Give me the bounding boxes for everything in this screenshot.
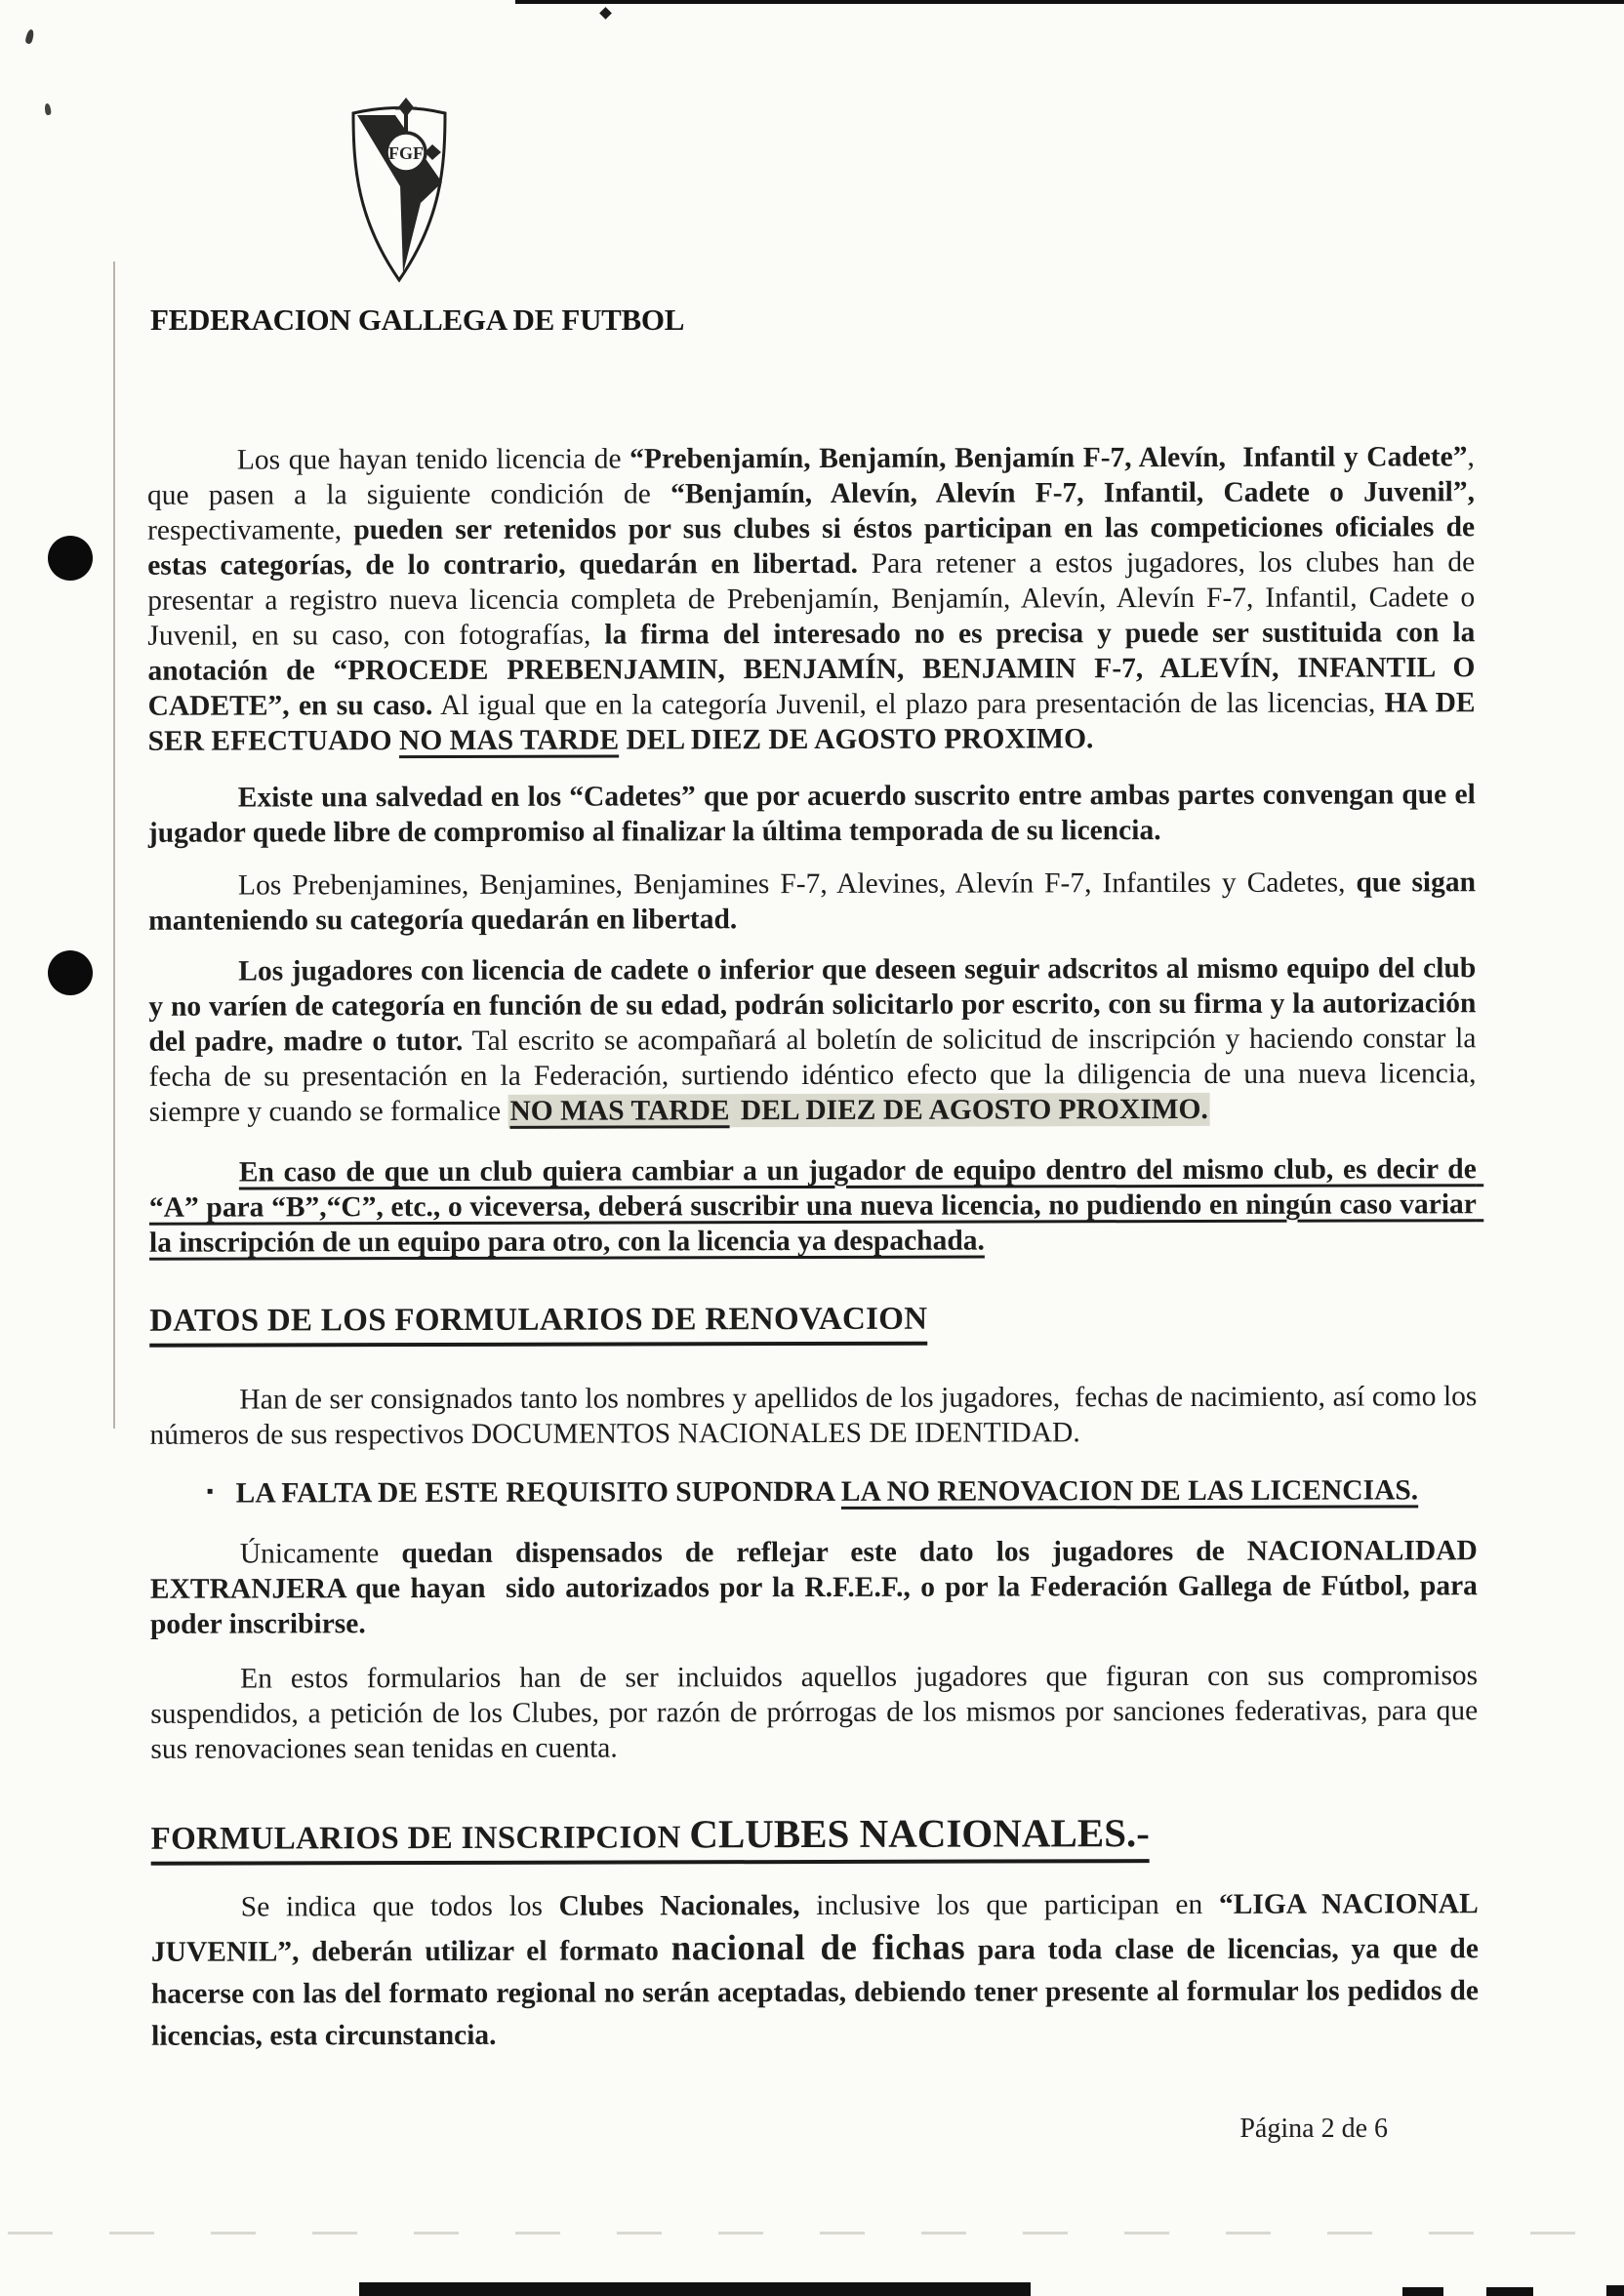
text-run: Tal escrito se acompañará al boletín de solicitud de inscripción y haciendo constar la fecha de su presentación en la Federación, surtiendo idéntico efecto que la diligencia de una nueva licencia, siempre y cuando se formalice (148, 1023, 1483, 1128)
hole-punch-mark (48, 536, 93, 581)
text-run: Los jugadores con licencia de cadete o inferior que deseen seguir adscritos al mismo equipo del club y no varíen de categoría en función de su edad, podrán solicitarlo por escrito, con su firma y la autorización del padre, madre o tutor. (148, 952, 1483, 1058)
organization-title: FEDERACION GALLEGA DE FUTBOL (150, 302, 685, 337)
text-run: LA NO RENOVACION DE LAS LICENCIAS. (840, 1474, 1419, 1508)
hole-punch-mark (48, 950, 93, 995)
heading-text (150, 1810, 1150, 1866)
text-run: Se indica que todos los (240, 1890, 559, 1923)
scan-faint-dashed-line (8, 2232, 1616, 2235)
paragraph-retenciones (146, 439, 1482, 759)
scan-bottom-mark (1486, 2287, 1533, 2296)
text-run: NO MAS TARDE (508, 1094, 731, 1128)
text-run: nacional de fichas (670, 1927, 966, 1969)
heading-formularios-inscripcion (150, 1810, 1479, 1866)
text-run: la firma del interesado no es precisa y puede ser sustituida con la anotación de “PROCEDE PREBENJAMIN, BENJAMÍN, BENJAMIN F-7, ALEVÍN, INFANTIL O CADETE”, en su caso. (147, 617, 1482, 722)
scan-smudge-mark (24, 28, 34, 44)
paragraph-compromisos-suspendidos (150, 1658, 1485, 1767)
paragraph-solicitud-escrito (148, 950, 1483, 1130)
scan-bottom-black-bar (359, 2282, 1031, 2296)
scan-left-vertical-line (113, 262, 115, 1429)
text-run: Para retener a estos jugadores, los clubes han de presentar a registro nueva licencia completa de Prebenjamín, Benjamín, Alevín, Alevín F-7, Infantil, Cadete o Juvenil, en su caso, con fotografías, (147, 546, 1482, 652)
paragraph-nacionalidad-extranjera (149, 1533, 1485, 1642)
text-run: NO MAS TARDE (398, 724, 620, 757)
text-run: Los que hayan tenido licencia de (236, 443, 630, 476)
text-run: LA FALTA DE ESTE REQUISITO SUPONDRA (235, 1475, 841, 1510)
text-run: , que pasen a la siguiente condición de (146, 441, 1482, 511)
text-run: HA DE SER EFECTUADO (147, 687, 1482, 757)
text-run: Han de ser consignados tanto los nombres y apellidos de los jugadores, fechas de nacimiento, así como los números de sus respectivos DOCUMENTOS NACIONALES DE IDENTIDAD. (149, 1381, 1484, 1451)
text-run: DATOS DE LOS FORMULARIOS DE RENOVACION (149, 1301, 928, 1339)
text-run: DEL DIEZ DE AGOSTO PROXIMO. (731, 1093, 1209, 1127)
scan-top-dot (599, 7, 612, 20)
crest-monogram: FGF (388, 143, 424, 163)
scan-bottom-mark (1402, 2287, 1443, 2296)
text-run: “Prebenjamín, Benjamín, Benjamín F-7, Alevín, Infantil y Cadete” (629, 441, 1468, 475)
text-run: Clubes Nacionales, (558, 1890, 800, 1922)
paragraph-cambio-equipo (148, 1151, 1484, 1261)
text-run: inclusive los que participan en (799, 1888, 1219, 1922)
text-run: que sigan manteniendo su categoría quedarán en libertad. (148, 866, 1483, 937)
text-run: FORMULARIOS DE INSCRIPCION (150, 1820, 690, 1857)
paragraph-clubes-nacionales (150, 1883, 1486, 2058)
page-number: Página 2 de 6 (1239, 2114, 1388, 2144)
text-run: Al igual que en la categoría Juvenil, el plazo para presentación de las licencias, (432, 687, 1385, 722)
text-run: “LIGA NACIONAL JUVENIL”, deberán utilizar el formato (150, 1888, 1486, 1968)
federation-crest-logo (345, 96, 454, 285)
square-bullet-icon: ▪ (206, 1480, 214, 1503)
text-run: CLUBES NACIONALES.- (689, 1810, 1150, 1857)
paragraph-mantienen-categoria (148, 865, 1483, 939)
text-run: para toda clase de licencias, ya que de hacerse con las del formato regional no serán aceptadas, debiendo tener presente al formular los pedidos de licencias, esta circunstancia. (150, 1933, 1486, 2052)
text-run: Existe una salvedad en los “Cadetes” que por acuerdo suscrito entre ambas partes convengan que el jugador quede libre de compromiso al finalizar la última temporada de su licencia. (147, 779, 1483, 849)
text-run: respectivamente, (147, 476, 1482, 546)
scan-smudge-mark (44, 103, 52, 116)
scan-top-edge-line (515, 0, 1624, 4)
heading-text (149, 1302, 927, 1348)
paragraph-salvedad-cadetes (147, 777, 1483, 851)
text-run: Únicamente (239, 1538, 402, 1570)
text-run: DEL DIEZ DE AGOSTO PROXIMO. (619, 723, 1094, 756)
heading-datos-formularios (149, 1300, 1477, 1348)
crest-shield-icon (345, 96, 454, 285)
text-run: En estos formularios han de ser incluidos aquellos jugadores que figuran con sus compromisos suspendidos, a petición de los Clubes, por razón de prórrogas de los mismos por sanciones federativas, para que sus renovaciones sean tenidas en cuenta. (150, 1660, 1485, 1765)
text-run: Los Prebenjamines, Benjamines, Benjamines F-7, Alevines, Alevín F-7, Infantiles y Cadetes, (237, 866, 1357, 902)
text-run: En caso de que un club quiera cambiar a un jugador de equipo dentro del mismo club, es decir de “A” para “B”,“C”, etc., o viceversa, deberá suscribir una nueva licencia, no pudiendo en ningún caso variar la inscripción de un equipo para otro, con la licencia ya despachada. (148, 1153, 1484, 1259)
scan-bottom-mark (1606, 2285, 1624, 2296)
text-run: “Benjamín, Alevín, Alevín F-7, Infantil, Cadete o Juvenil”, (670, 476, 1476, 510)
document-body (146, 439, 1486, 2058)
paragraph-datos-consignados (149, 1379, 1484, 1453)
bullet-falta-requisito (150, 1472, 1478, 1511)
text-run: quedan dispensados de reflejar este dato los jugadores de NACIONALIDAD EXTRANJERA que hayan sido autorizados por la R.F.E.F., o por la Federación Gallega de Fútbol, para poder inscribirse. (149, 1535, 1485, 1640)
text-run: pueden ser retenidos por sus clubes si éstos participan en las competiciones oficiales de estas categorías, de lo contrario, quedarán en libertad. (147, 511, 1482, 582)
